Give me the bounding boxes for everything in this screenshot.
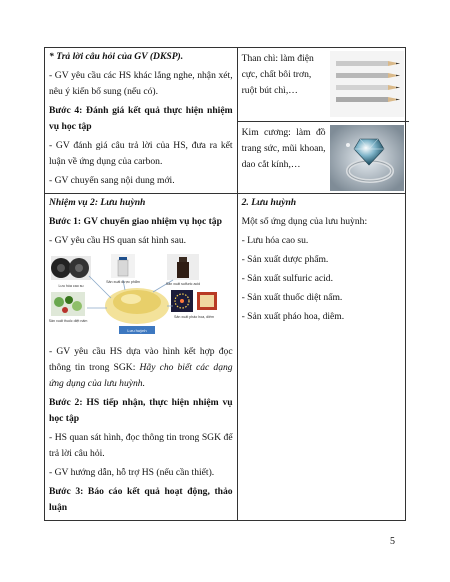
paragraph: - GV đánh giá câu trả lời của HS, đưa ra kết luận về ứng dụng của carbon. (49, 140, 233, 167)
diamond-block (242, 122, 405, 191)
diamond-ring-image (330, 125, 404, 191)
list-item: - Sản xuất pháo hoa, diêm. (241, 311, 345, 322)
figure-label: Sản xuất dược phẩm (106, 280, 140, 284)
step-heading: Bước 1: GV chuyển giao nhiệm vụ học tập (49, 216, 222, 227)
graphite-block (242, 48, 405, 121)
list-item: - Sản xuất sulfuric acid. (241, 273, 333, 284)
sulfur-applications-figure (49, 252, 233, 340)
step-heading: Bước 3: Báo cáo kết quả hoạt động, thảo luận (49, 486, 233, 513)
figure-label: Sản xuất sulfuric acid (165, 282, 201, 286)
paragraph: - GV hướng dẫn, hỗ trợ HS (nếu cần thiết). (49, 467, 215, 478)
lesson-table (44, 47, 406, 521)
fungicide-image (51, 292, 85, 316)
paragraph (49, 344, 233, 392)
answer-heading: * Trả lời câu hỏi của GV (DKSP). (49, 51, 184, 62)
section-title: 2. Lưu huỳnh (241, 197, 297, 208)
paragraph: - GV chuyển sang nội dung mới. (49, 175, 175, 186)
paragraph: Một số ứng dụng của lưu huỳnh: (241, 216, 368, 227)
sulfur-image (105, 288, 169, 324)
paragraph: - GV yêu cầu các HS khác lắng nghe, nhận xét, nêu ý kiến bổ sung (nếu có). (49, 70, 233, 97)
table-row (45, 194, 406, 521)
pencils-image (330, 51, 404, 117)
table-row (45, 48, 406, 194)
acid-bottle-image (167, 254, 199, 280)
figure-label: Sản xuất thuốc diệt nấm (49, 319, 88, 323)
tires-image (51, 256, 91, 280)
list-item: - Lưu hóa cao su. (241, 235, 309, 246)
list-item: - Sản xuất dược phẩm. (241, 254, 329, 265)
row1-right-cell (237, 48, 405, 194)
step-heading: Bước 4: Đánh giá kết quả thực hiện nhiệm vụ học tập (49, 105, 233, 132)
row2-right-cell (237, 194, 405, 521)
paragraph: - HS quan sát hình, đọc thông tin trong SGK để trả lời câu hỏi. (49, 432, 233, 459)
row1-left-cell (45, 48, 238, 194)
figure-label: Sản xuất pháo hoa, diêm (174, 315, 214, 319)
task-title: Nhiệm vụ 2: Lưu huỳnh (49, 197, 146, 208)
row2-left-cell (45, 194, 238, 521)
figure-center-label: Lưu huỳnh (127, 328, 147, 333)
question-text: Hãy cho biết các dạng ứng dụng của lưu huỳnh. (49, 362, 233, 389)
page-number: 5 (390, 536, 395, 547)
medicine-image (111, 254, 135, 278)
paragraph: - GV yêu cầu HS quan sát hình sau. (49, 235, 187, 246)
list-item: - Sản xuất thuốc diệt nấm. (241, 292, 343, 303)
figure-label: Lưu hóa cao su (58, 284, 84, 288)
step-heading: Bước 2: HS tiếp nhận, thực hiện nhiệm vụ học tập (49, 397, 233, 424)
graphite-text: Than chì: làm điện cực, chất bôi trơn, ruột bút chì,… (241, 53, 314, 96)
diamond-text: Kim cương: làm đồ trang sức, mũi khoan, dao cắt kính,… (241, 127, 326, 170)
paragraph-text: - GV yêu cầu HS dựa vào hình kết hợp đọc thông tin trong SGK: (49, 346, 233, 373)
